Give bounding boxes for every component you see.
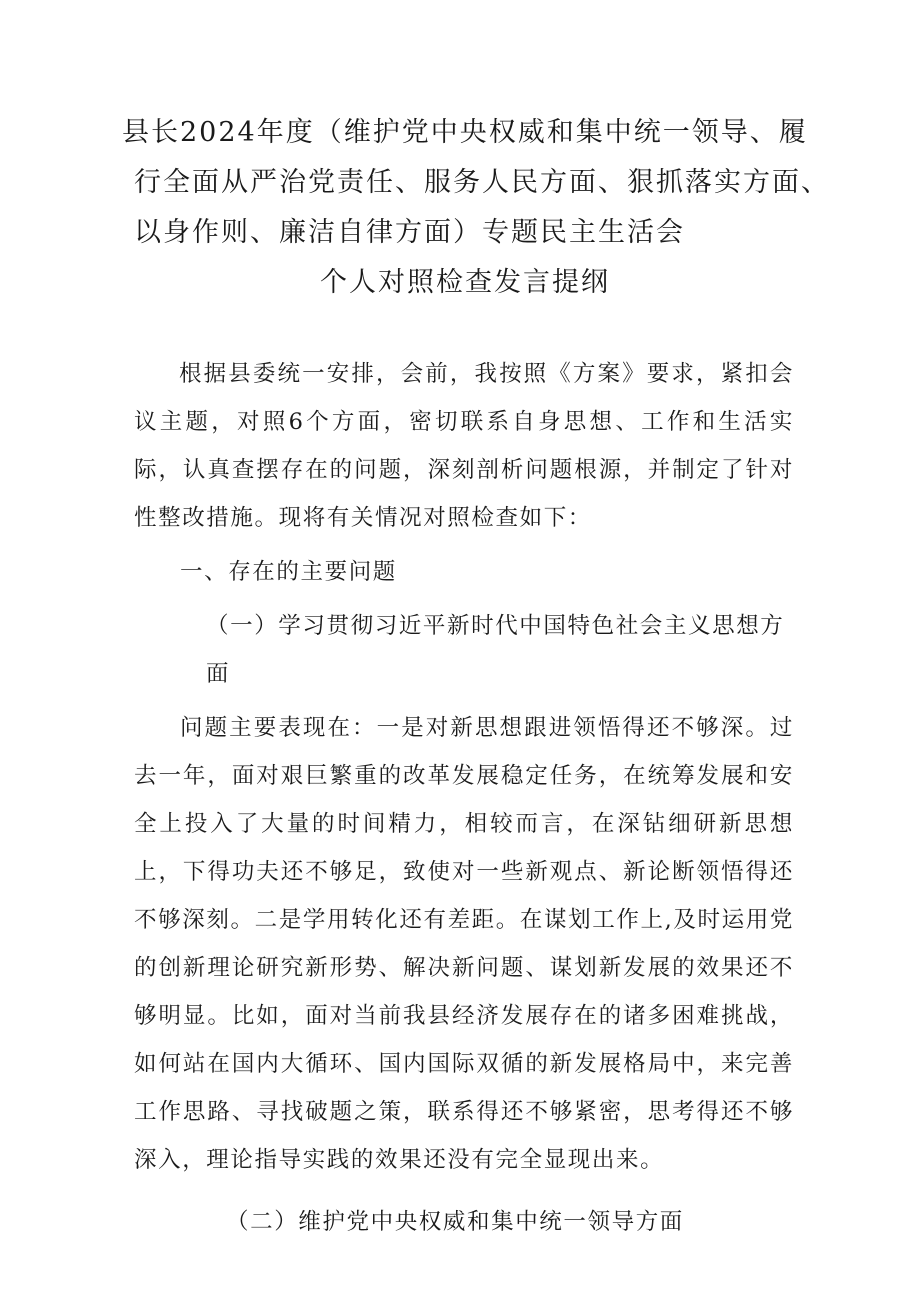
subsection-2-heading: （二）维护党中央权威和集中统一领导方面 [226,1209,684,1235]
document-body [134,350,794,1246]
title-line-3: 以身作则、廉洁自律方面）专题民主生活会 [134,217,685,248]
subsection-1-body: 一是对新思想跟进领悟得还不够深。过去一年，面对艰巨繁重的改革发展稳定任务，在统筹发展和安全上投入了大量的时间精力，相较而言，在深钻细研新思想上，下得功夫还不够足，致使对一些新观点、新论断领悟得还不够深刻。二是学用转化还有差距。在谋划工作上,及时运用党的创新理论研究新形势、解决新问题、谋划新发展的效果还不够明显。比如，面对当前我县经济发展存在的诸多困难挑战，如何站在国内大循环、国内国际双循的新发展格局中，来完善工作思路、寻找破题之策，联系得还不够紧密，思考得还不够深入，理论指导实践的效果还没有完全显现出来。 [134,715,794,1173]
section-1-heading: 一、存在的主要问题 [180,559,397,585]
subsection-1-lead: 问题主要表现在： [180,715,377,741]
title-line-1: 县长2024年度（维护党中央权威和集中统一领导、履 [122,117,808,148]
subsection-1-paragraph [134,704,794,1184]
document-title [100,108,840,308]
intro-paragraph: 根据县委统一安排，会前，我按照《方案》要求，紧扣会议主题，对照6个方面，密切联系自身思想、工作和生活实际，认真查摆存在的问题，深刻剖析问题根源，并制定了针对性整改措施。现将有关情况对照检查如下： [134,361,794,531]
subsection-1-heading: （一）学习贯彻习近平新时代中国特色社会主义思想方面 [206,613,785,687]
title-line-2: 行全面从严治党责任、服务人民方面、狠抓落实方面、 [134,167,830,198]
title-line-4: 个人对照检查发言提纲 [320,267,610,298]
